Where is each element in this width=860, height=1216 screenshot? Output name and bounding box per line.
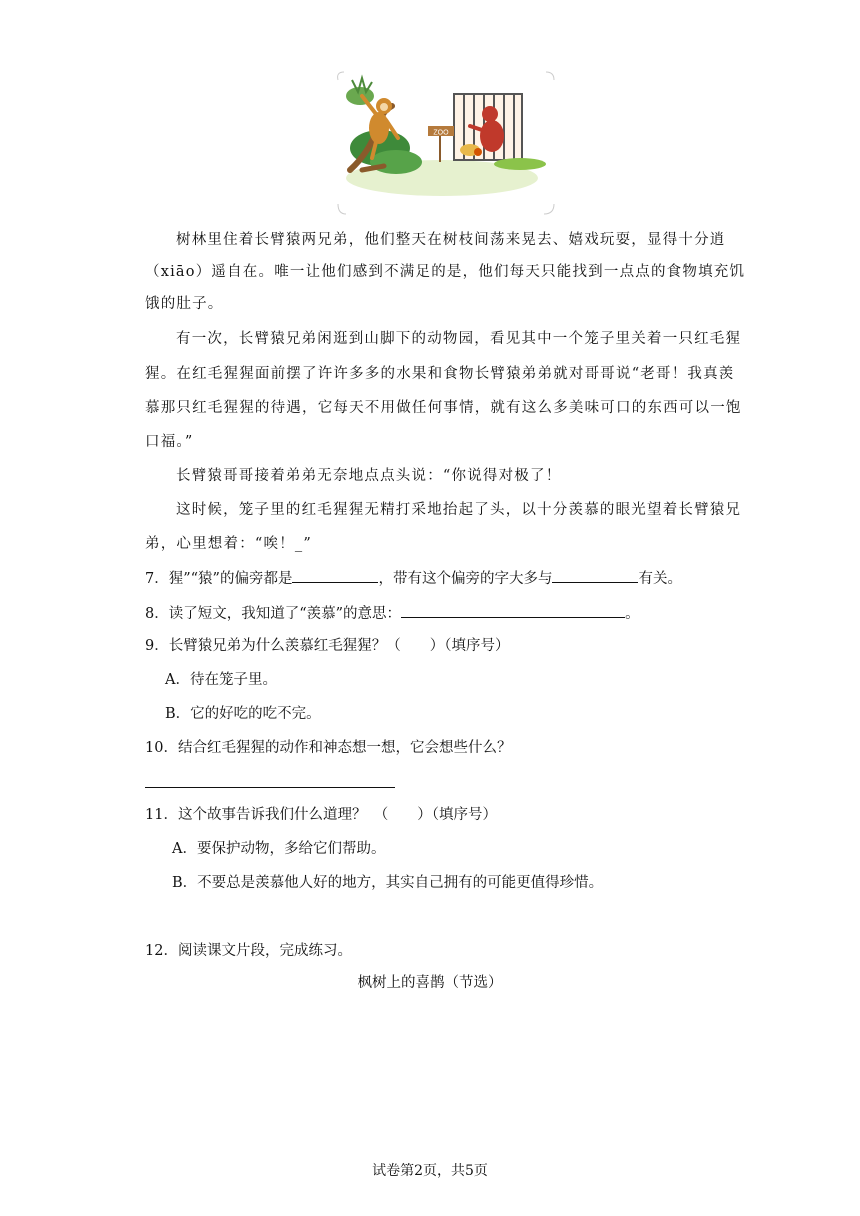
question-7-text-c: 有关。 bbox=[638, 571, 682, 587]
option-a: A．要保护动物，多给它们帮助。 bbox=[172, 841, 386, 857]
question-11: 11．这个故事告诉我们什么道理？ （ ）（填序号） bbox=[145, 807, 497, 823]
passage-line: 长臂猿哥哥接着弟弟无奈地点点头说：“你说得对极了！ bbox=[176, 468, 562, 484]
question-8-text-a: 8．读了短文，我知道了“羡慕”的意思： bbox=[145, 606, 402, 622]
excerpt-title: 枫树上的喜鹊（节选） bbox=[357, 975, 503, 991]
question-7-text-b: ，带有这个偏旁的字大多与 bbox=[378, 571, 553, 587]
zoo-sign-text: ZOO bbox=[433, 129, 449, 137]
passage-line: 树林里住着长臂猿两兄弟，他们整天在树枝间荡来晃去、嬉戏玩耍，显得十分逍 bbox=[176, 232, 726, 248]
option-b: B．不要总是羡慕他人好的地方，其实自己拥有的可能更值得珍惜。 bbox=[172, 875, 604, 891]
gibbon-zoo-illustration bbox=[332, 70, 558, 216]
passage-line: 弟，心里想着：“唉！_” bbox=[145, 536, 312, 552]
answer-blank[interactable] bbox=[552, 568, 638, 583]
question-8-text-b: 。 bbox=[625, 606, 640, 622]
passage-line: 有一次，长臂猿兄弟闲逛到山脚下的动物园，看见其中一个笼子里关着一只红毛猩 bbox=[176, 331, 742, 347]
passage-line: 猩。在红毛猩猩面前摆了许许多多的水果和食物长臂猿弟弟就对哥哥说“老哥！我真羡 bbox=[145, 366, 735, 382]
question-12: 12．阅读课文片段，完成练习。 bbox=[145, 943, 352, 959]
passage-line: 饿的肚子。 bbox=[145, 296, 224, 312]
passage-line: 这时候，笼子里的红毛猩猩无精打采地抬起了头，以十分羡慕的眼光望着长臂猿兄 bbox=[176, 502, 742, 518]
page-footer: 试卷第2页，共5页 bbox=[372, 1163, 488, 1179]
answer-blank[interactable] bbox=[292, 568, 378, 583]
answer-line[interactable] bbox=[145, 787, 395, 788]
passage-line: （xiāo）遥自在。唯一让他们感到不满足的是，他们每天只能找到一点点的食物填充饥 bbox=[145, 264, 746, 280]
option-b: B．它的好吃的吃不完。 bbox=[165, 706, 321, 722]
question-9: 9．长臂猿兄弟为什么羡慕红毛猩猩？（ ）（填序号） bbox=[145, 638, 510, 654]
question-10: 10．结合红毛猩猩的动作和神态想一想，它会想些什么？ bbox=[145, 740, 512, 756]
question-8 bbox=[145, 603, 640, 624]
option-a: A．待在笼子里。 bbox=[165, 672, 277, 688]
answer-blank[interactable] bbox=[401, 603, 625, 618]
passage-line: 口福。” bbox=[145, 434, 194, 450]
question-7-text-a: 7．猩”“猿”的偏旁都是 bbox=[145, 571, 293, 587]
passage-line: 慕那只红毛猩猩的待遇，它每天不用做任何事情，就有这么多美味可口的东西可以一饱 bbox=[145, 400, 742, 416]
question-7 bbox=[145, 568, 682, 589]
